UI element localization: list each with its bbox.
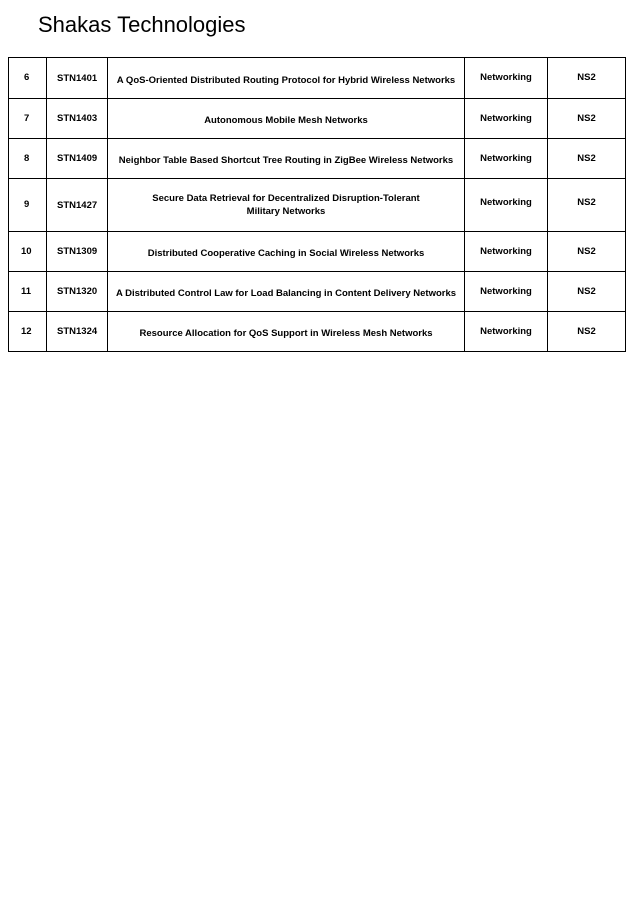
- project-title-text: A Distributed Control Law for Load Balancing in Content Delivery Networks: [115, 288, 457, 299]
- project-domain: Networking: [465, 179, 548, 232]
- project-domain: Networking: [465, 232, 548, 272]
- project-code: STN1403: [47, 99, 108, 139]
- row-number: 7: [9, 99, 47, 139]
- project-code: STN1401: [47, 58, 108, 99]
- table-row: [9, 179, 626, 232]
- table-row: [9, 58, 626, 99]
- table-row: [9, 312, 626, 352]
- project-title: [108, 99, 465, 139]
- project-tool: NS2: [548, 58, 626, 99]
- project-title-text: Autonomous Mobile Mesh Networks: [204, 115, 368, 126]
- project-title-text: Resource Allocation for QoS Support in Wireless Mesh Networks: [139, 328, 433, 339]
- projects-table: [8, 57, 626, 352]
- row-number: 6: [9, 58, 47, 99]
- project-tool: NS2: [548, 179, 626, 232]
- project-code: STN1320: [47, 272, 108, 312]
- project-domain: Networking: [465, 139, 548, 179]
- table-row: [9, 99, 626, 139]
- project-domain: Networking: [465, 272, 548, 312]
- project-tool: NS2: [548, 99, 626, 139]
- project-title: [108, 272, 465, 312]
- project-title: [108, 312, 465, 352]
- project-title-text: Distributed Cooperative Caching in Social Wireless Networks: [147, 248, 425, 259]
- table-row: [9, 232, 626, 272]
- project-domain: Networking: [465, 312, 548, 352]
- row-number: 12: [9, 312, 47, 352]
- row-number: 11: [9, 272, 47, 312]
- project-title-text: Secure Data Retrieval for Decentralized Disruption-Tolerant Military Networks: [152, 193, 420, 217]
- project-domain: Networking: [465, 58, 548, 99]
- table-row: [9, 272, 626, 312]
- project-code: STN1324: [47, 312, 108, 352]
- project-domain: Networking: [465, 99, 548, 139]
- row-number: 8: [9, 139, 47, 179]
- project-tool: NS2: [548, 232, 626, 272]
- row-number: 9: [9, 179, 47, 232]
- page-title: Shakas Technologies: [38, 12, 246, 37]
- project-code: STN1309: [47, 232, 108, 272]
- project-title: [108, 58, 465, 99]
- table-row: [9, 139, 626, 179]
- project-title-text: Neighbor Table Based Shortcut Tree Routing in ZigBee Wireless Networks: [118, 155, 454, 166]
- project-title: [108, 232, 465, 272]
- project-tool: NS2: [548, 139, 626, 179]
- row-number: 10: [9, 232, 47, 272]
- project-code: STN1427: [47, 179, 108, 232]
- project-code: STN1409: [47, 139, 108, 179]
- project-title: [108, 179, 465, 232]
- project-tool: NS2: [548, 312, 626, 352]
- project-title-text: A QoS-Oriented Distributed Routing Protocol for Hybrid Wireless Networks: [116, 74, 456, 86]
- project-title: [108, 139, 465, 179]
- project-tool: NS2: [548, 272, 626, 312]
